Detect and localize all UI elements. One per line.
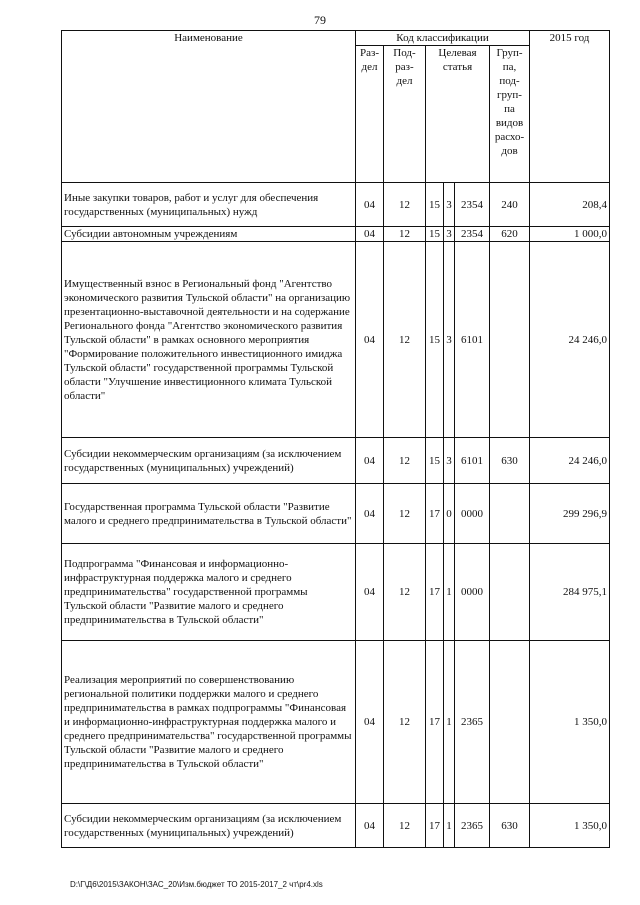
row-value: 1 350,0 [530,641,610,804]
row-value: 24 246,0 [530,242,610,438]
row-target-program: 15 [426,438,444,484]
row-podrazdel: 12 [384,804,426,848]
footer-file-path: D:\Г\Д6\2015\ЗАКОН\ЗАС_20\Изм.бюджет ТО 2015-2017_2 чт\pr4.xls [70,880,323,889]
row-target-subprogram: 3 [444,183,455,227]
row-target-direction: 2354 [455,183,490,227]
page-number: 79 [314,13,326,27]
table-row [62,242,610,438]
row-value: 299 296,9 [530,484,610,544]
row-value: 1 350,0 [530,804,610,848]
row-value: 284 975,1 [530,544,610,641]
row-target-program: 17 [426,484,444,544]
row-group [490,484,530,544]
row-razdel: 04 [356,438,384,484]
header-code-classification: Код классификации [356,31,530,46]
row-target-program: 15 [426,183,444,227]
row-group: 630 [490,438,530,484]
row-name: Иные закупки товаров, работ и услуг для обеспечения государственных (муниципальных) нужд [62,183,356,227]
row-name: Субсидии некоммерческим организациям (за исключением государственных (муниципальных) учреждений) [62,804,356,848]
row-group: 630 [490,804,530,848]
row-razdel: 04 [356,804,384,848]
row-target-subprogram: 1 [444,544,455,641]
row-target-program: 17 [426,544,444,641]
row-group [490,242,530,438]
table-row [62,641,610,804]
row-podrazdel: 12 [384,227,426,242]
row-group [490,544,530,641]
row-podrazdel: 12 [384,183,426,227]
row-group: 620 [490,227,530,242]
row-podrazdel: 12 [384,438,426,484]
row-group [490,641,530,804]
row-target-direction: 2365 [455,804,490,848]
row-target-program: 15 [426,242,444,438]
row-target-subprogram: 3 [444,227,455,242]
row-name: Реализация мероприятий по совершенствованию региональной политики поддержки малого и среднего предпринимательства в рамках подпрограммы "Финансовая и информационно-инфраструктурная поддержка малого и среднего предпринимательства" государственной программы Тульской области "Развитие малого и среднего предпринимательства в Тульской области" [62,641,356,804]
row-name: Подпрограмма "Финансовая и информационно-инфраструктурная поддержка малого и среднего предпринимательства" государственной программы Тульской области "Развитие малого и среднего предпринимательства в Тульской области" [62,544,356,641]
row-podrazdel: 12 [384,242,426,438]
row-razdel: 04 [356,242,384,438]
row-podrazdel: 12 [384,484,426,544]
header-podrazdel: Под- раз- дел [384,46,426,183]
row-target-program: 15 [426,227,444,242]
row-name: Государственная программа Тульской области "Развитие малого и среднего предпринимательства в Тульской области" [62,484,356,544]
row-value: 1 000,0 [530,227,610,242]
row-name: Имущественный взнос в Региональный фонд "Агентство экономического развития Тульской области" на организацию презентационно-выставочной деятельности и на содержание Регионального фонда "Агентство экономического развития Тульской области" в рамках основного мероприятия "Формирование положительного инвестиционного имиджа Тульской области" государственной программы Тульской области "Улучшение инвестиционного климата Тульской области" [62,242,356,438]
row-target-program: 17 [426,804,444,848]
table-row [62,438,610,484]
header-name: Наименование [62,31,356,183]
row-target-direction: 2365 [455,641,490,804]
row-target-direction: 6101 [455,438,490,484]
table-row [62,544,610,641]
row-target-direction: 0000 [455,484,490,544]
row-target-subprogram: 0 [444,484,455,544]
row-target-subprogram: 3 [444,242,455,438]
row-value: 24 246,0 [530,438,610,484]
row-target-direction: 2354 [455,227,490,242]
row-target-direction: 6101 [455,242,490,438]
table-row [62,183,610,227]
row-target-subprogram: 1 [444,804,455,848]
table-row [62,804,610,848]
row-target-subprogram: 3 [444,438,455,484]
header-row-1 [62,31,610,46]
row-target-program: 17 [426,641,444,804]
row-podrazdel: 12 [384,641,426,804]
header-year: 2015 год [530,31,610,183]
header-group: Груп- па, под- груп- па видов расхо- дов [490,46,530,183]
row-target-direction: 0000 [455,544,490,641]
header-target-article: Целевая статья [426,46,490,183]
row-name: Субсидии некоммерческим организациям (за исключением государственных (муниципальных) учреждений) [62,438,356,484]
row-razdel: 04 [356,183,384,227]
row-razdel: 04 [356,544,384,641]
table-row [62,227,610,242]
header-razdel: Раз- дел [356,46,384,183]
row-group: 240 [490,183,530,227]
row-podrazdel: 12 [384,544,426,641]
row-name: Субсидии автономным учреждениям [62,227,356,242]
row-razdel: 04 [356,484,384,544]
row-target-subprogram: 1 [444,641,455,804]
table-row [62,484,610,544]
row-razdel: 04 [356,227,384,242]
row-value: 208,4 [530,183,610,227]
budget-table [61,30,610,848]
row-razdel: 04 [356,641,384,804]
